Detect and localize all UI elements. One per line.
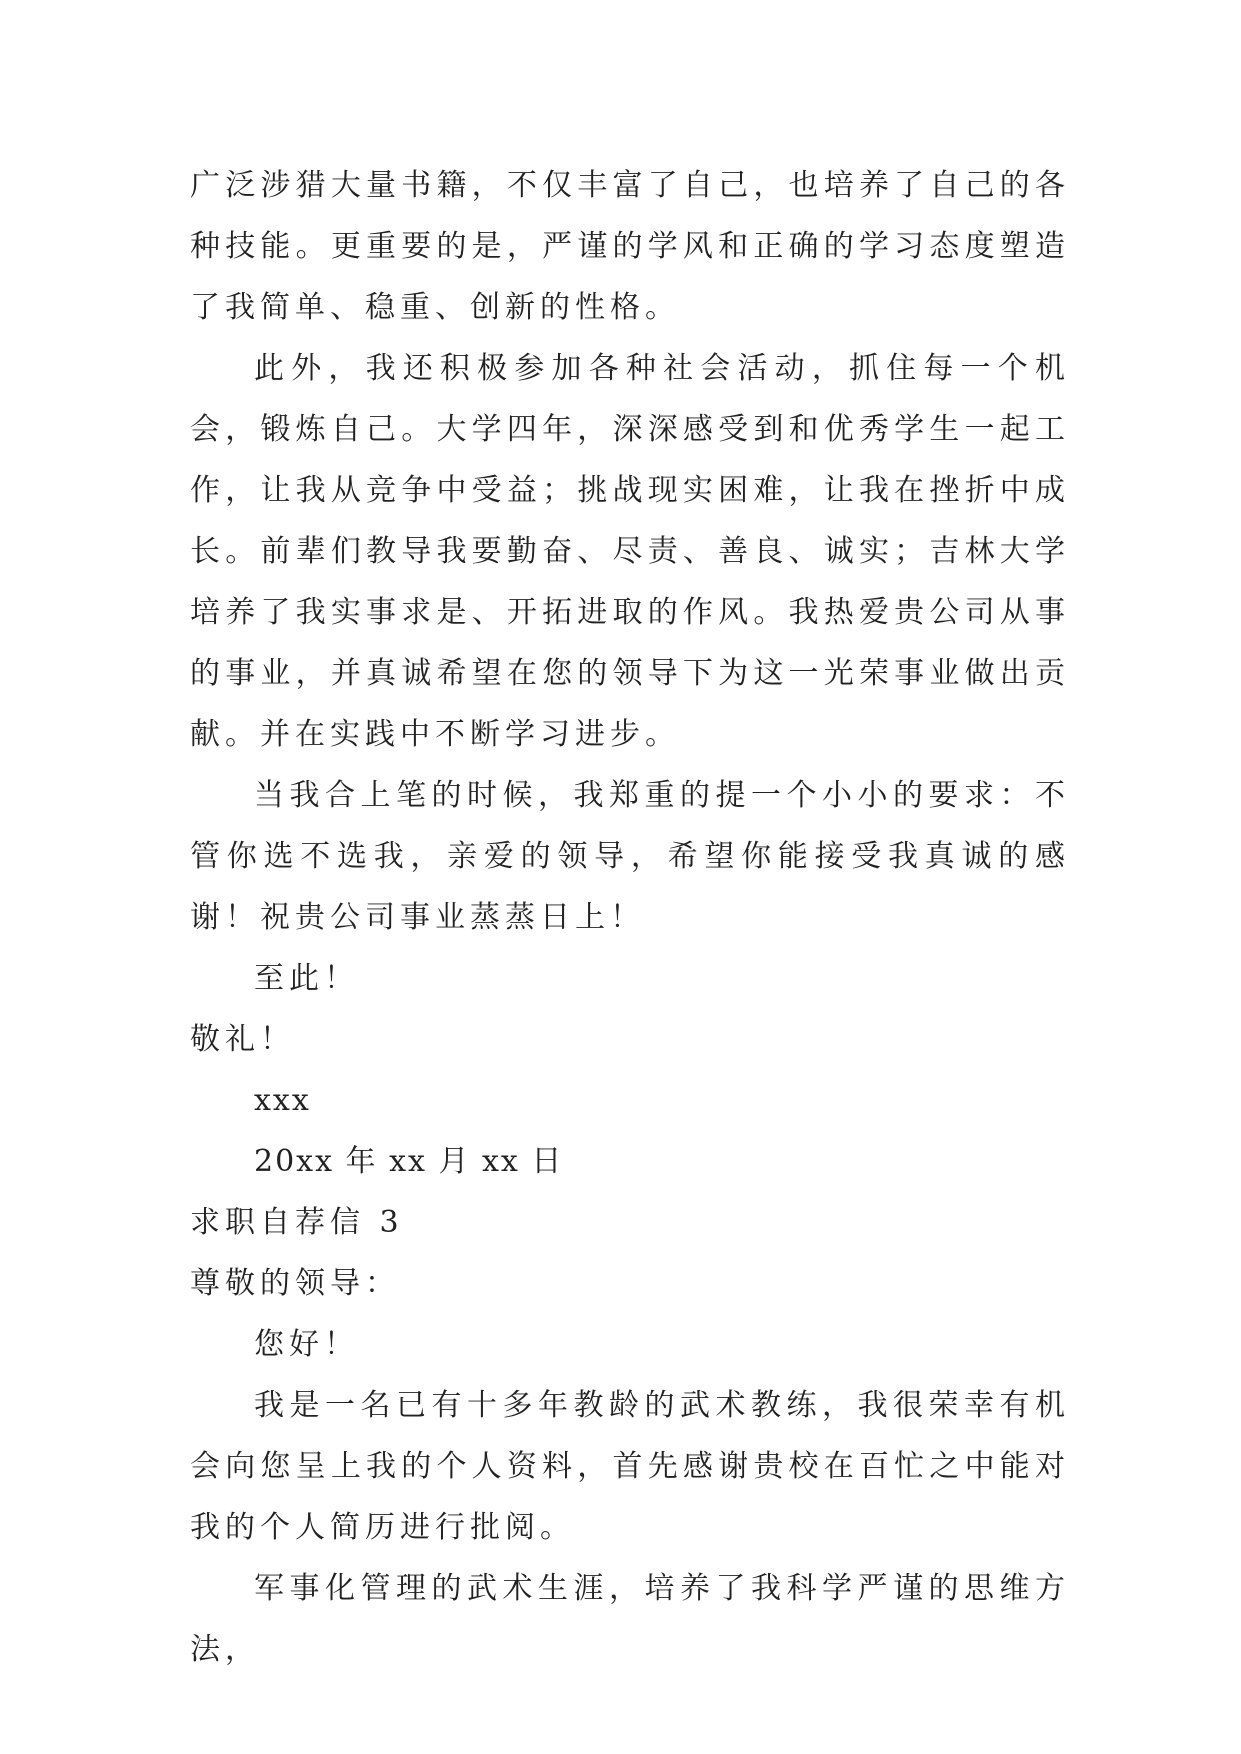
signature-name: xxx bbox=[254, 1083, 311, 1118]
paragraph-activities: 此外，我还积极参加各种社会活动，抓住每一个机会，锻炼自己。大学四年，深深感受到和优秀学生一起工作，让我从竞争中受益；挑战现实困难，让我在挫折中成长。前辈们教导我要勤奋、尽责、善良、诚实；吉林大学培养了我实事求是、开拓进取的作风。我热爱贵公司从事的事业，并真诚希望在您的领导下为这一光荣事业做出贡献。并在实践中不断学习进步。 bbox=[190, 351, 1070, 752]
paragraph-career: 军事化管理的武术生涯，培养了我科学严谨的思维方法， bbox=[190, 1571, 1070, 1667]
closing-line: 至此！ bbox=[254, 961, 359, 996]
greeting-line: 尊敬的领导： bbox=[190, 1266, 400, 1301]
hello-line: 您好！ bbox=[254, 1327, 359, 1362]
paragraph-intro: 我是一名已有十多年教龄的武术教练，我很荣幸有机会向您呈上我的个人资料，首先感谢贵校在百忙之中能对我的个人简历进行批阅。 bbox=[190, 1388, 1070, 1545]
signature-date: 20xx 年 xx 月 xx 日 bbox=[254, 1144, 564, 1179]
paragraph-request: 当我合上笔的时候，我郑重的提一个小小的要求：不管你选不选我，亲爱的领导，希望你能接受我真诚的感谢！祝贵公司事业蒸蒸日上！ bbox=[190, 778, 1070, 935]
document-body bbox=[190, 155, 1070, 1680]
paragraph-reading: 广泛涉猎大量书籍，不仅丰富了自己，也培养了自己的各种技能。更重要的是，严谨的学风和正确的学习态度塑造了我简单、稳重、创新的性格。 bbox=[190, 168, 1070, 325]
salute-line: 敬礼！ bbox=[190, 1022, 295, 1057]
section-title: 求职自荐信 3 bbox=[190, 1205, 404, 1240]
